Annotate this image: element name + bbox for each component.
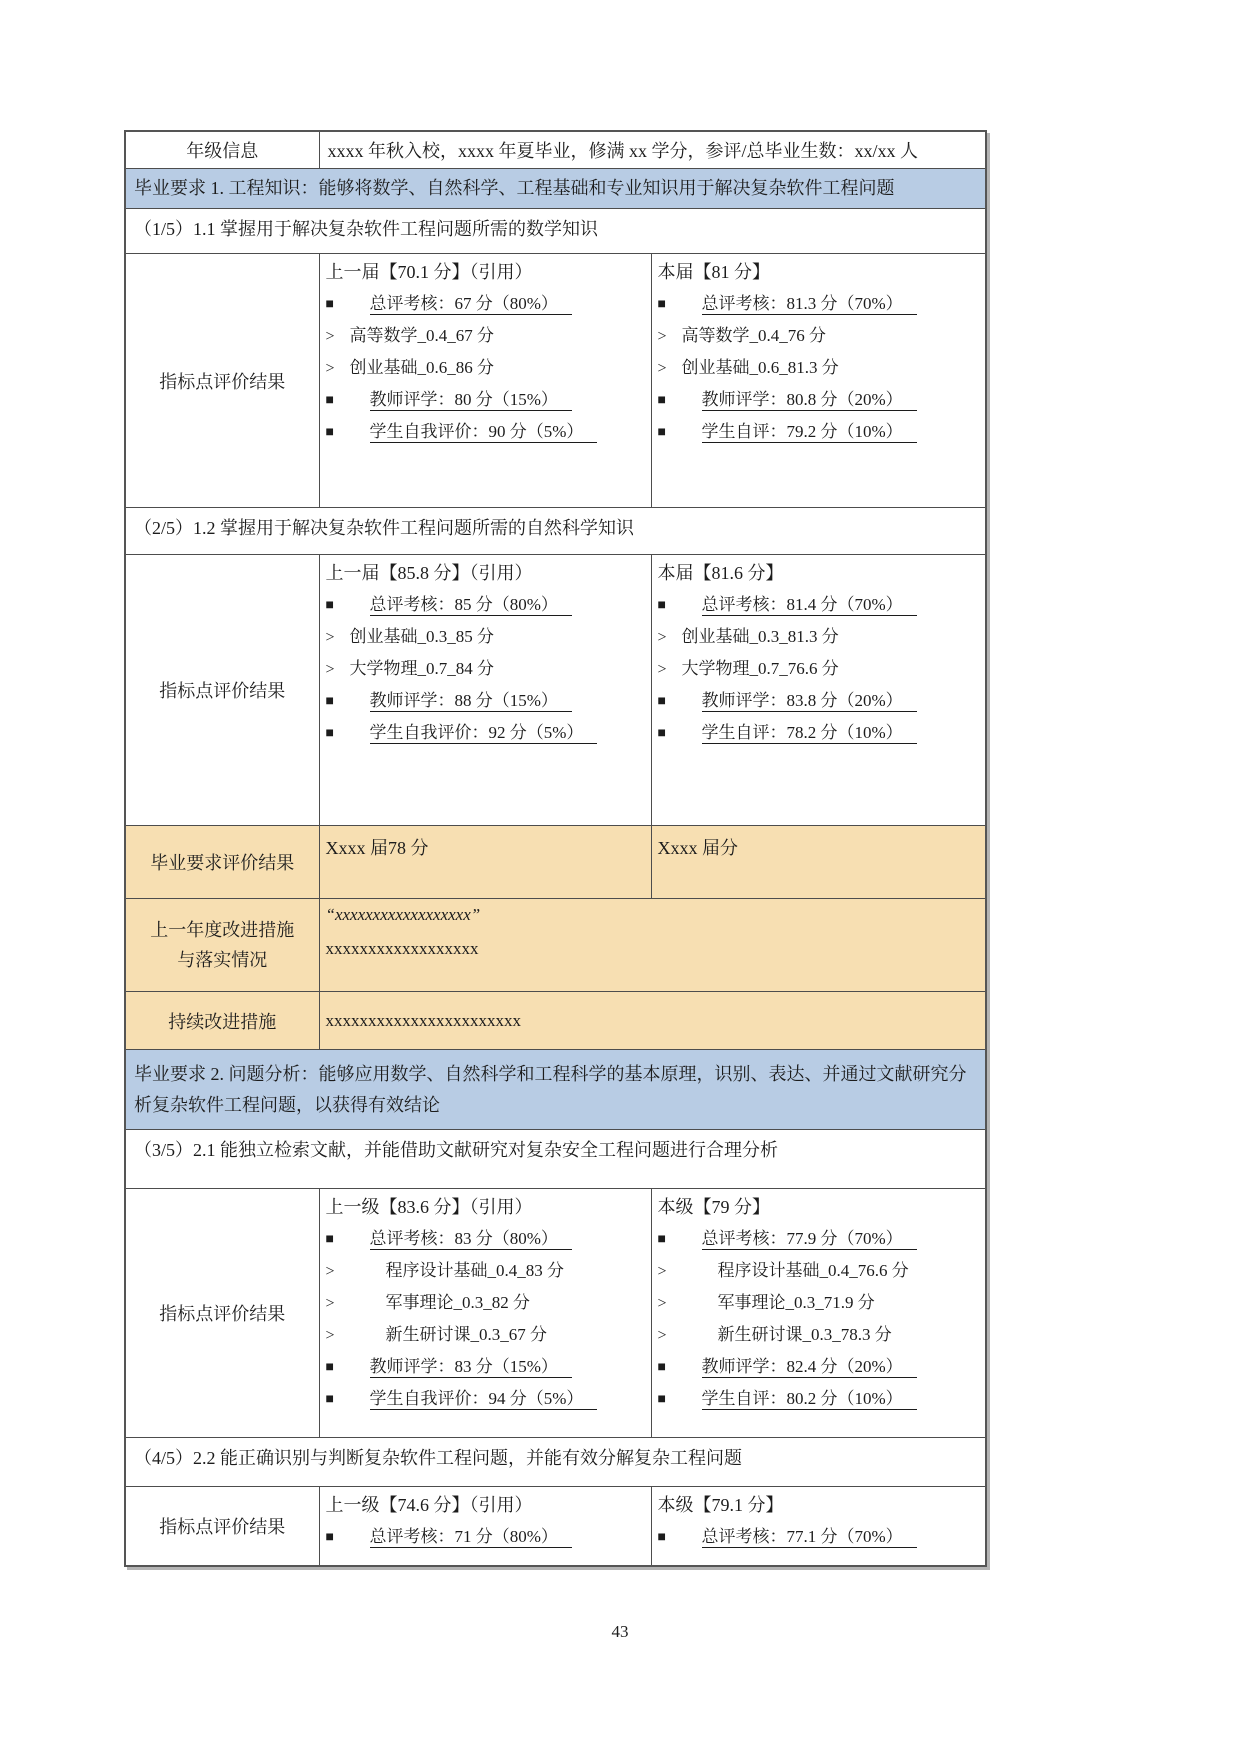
score-line-list [326, 589, 645, 749]
score-line-text: 总评考核：77.1 分（70%） [702, 1527, 917, 1548]
arrow-bullet-icon: > [657, 1295, 667, 1312]
square-bullet-icon: ■ [325, 1232, 334, 1247]
grade-info-value: xxxx 年秋入校，xxxx 年夏毕业，修满 xx 学分，参评/总毕业生数：xx/xx 人 [319, 131, 986, 169]
indicator-result-label: 指标点评价结果 [125, 1189, 319, 1438]
arrow-bullet-icon: > [657, 1327, 667, 1344]
score-line [658, 416, 980, 448]
arrow-bullet-icon: > [325, 1263, 335, 1280]
arrow-bullet-icon: > [657, 360, 667, 377]
score-line-text: 学生自评：80.2 分（10%） [702, 1389, 917, 1410]
score-line-text: 大学物理_0.7_84 分 [349, 659, 494, 678]
current-cohort-score-cell [651, 254, 986, 508]
graduation-summary-prev-value: Xxxx 届78 分 [319, 826, 651, 899]
score-line-text: 高等数学_0.4_76 分 [681, 326, 826, 345]
square-bullet-icon: ■ [325, 297, 334, 312]
score-line-list [658, 1521, 980, 1553]
score-line-text: 大学物理_0.7_76.6 分 [681, 659, 839, 678]
score-line-text: 创业基础_0.3_81.3 分 [681, 627, 839, 646]
score-line [326, 1383, 645, 1415]
score-line-text: 总评考核：71 分（80%） [370, 1527, 572, 1548]
square-bullet-icon: ■ [325, 1530, 334, 1545]
score-line-text: 教师评学：80.8 分（20%） [702, 390, 917, 411]
page-number: 43 [611, 1622, 629, 1641]
current-cohort-score-cell [651, 1189, 986, 1438]
score-line-text: 总评考核：81.4 分（70%） [702, 595, 917, 616]
requirement-1-header-row [125, 169, 986, 209]
prev-cohort-score-title: 上一届【85.8 分】（引用） [325, 563, 533, 583]
previous-improvement-row [125, 899, 986, 992]
square-bullet-icon: ■ [657, 393, 666, 408]
score-line-list [658, 288, 980, 448]
score-line [326, 589, 645, 621]
score-line [326, 621, 645, 653]
score-line [658, 288, 980, 320]
continuous-improvement-row [125, 992, 986, 1050]
previous-improvement-label-line1: 上一年度改进措施 [150, 920, 295, 940]
score-line [326, 1521, 645, 1553]
score-line [658, 717, 980, 749]
score-line-text: 创业基础_0.3_85 分 [349, 627, 494, 646]
graduation-summary-label: 毕业要求评价结果 [125, 826, 319, 899]
graduation-summary-row [125, 826, 986, 899]
score-line [326, 1319, 645, 1351]
indicator-result-label: 指标点评价结果 [125, 555, 319, 826]
square-bullet-icon: ■ [325, 1360, 334, 1375]
score-line [658, 621, 980, 653]
arrow-bullet-icon: > [325, 661, 335, 678]
score-line-text: 学生自评：79.2 分（10%） [702, 422, 917, 443]
prev-cohort-score-cell [319, 1189, 651, 1438]
arrow-bullet-icon: > [657, 661, 667, 678]
current-cohort-score-title: 本级【79 分】 [657, 1197, 770, 1217]
square-bullet-icon: ■ [657, 425, 666, 440]
arrow-bullet-icon: > [325, 1327, 335, 1344]
square-bullet-icon: ■ [657, 598, 666, 613]
score-line-text: 程序设计基础_0.4_76.6 分 [717, 1261, 909, 1280]
requirement-1-header-text: 毕业要求 1. 工程知识：能够将数学、自然科学、工程基础和专业知识用于解决复杂软件工程问题 [125, 169, 986, 209]
score-line [326, 1223, 645, 1255]
indicator-2-2-result-row [125, 1487, 986, 1567]
grade-info-label: 年级信息 [125, 131, 319, 169]
score-line [658, 384, 980, 416]
prev-cohort-score-title: 上一届【70.1 分】（引用） [325, 262, 533, 282]
arrow-bullet-icon: > [325, 328, 335, 345]
score-line [658, 653, 980, 685]
score-line-text: 教师评学：83 分（15%） [370, 1357, 572, 1378]
square-bullet-icon: ■ [325, 1392, 334, 1407]
score-line [658, 685, 980, 717]
score-line [326, 1351, 645, 1383]
score-line [658, 1223, 980, 1255]
score-line [326, 717, 645, 749]
arrow-bullet-icon: > [325, 629, 335, 646]
score-line [658, 352, 980, 384]
square-bullet-icon: ■ [657, 726, 666, 741]
arrow-bullet-icon: > [657, 1263, 667, 1280]
score-line-text: 程序设计基础_0.4_83 分 [385, 1261, 564, 1280]
score-line [658, 1255, 980, 1287]
score-line [326, 320, 645, 352]
previous-improvement-label [125, 899, 319, 992]
score-line [658, 589, 980, 621]
score-line [658, 1521, 980, 1553]
score-line-list [326, 288, 645, 448]
previous-improvement-text: xxxxxxxxxxxxxxxxxx [325, 939, 479, 958]
score-line [326, 685, 645, 717]
score-line-text: 学生自我评价：90 分（5%） [370, 422, 598, 443]
score-line-text: 总评考核：81.3 分（70%） [702, 294, 917, 315]
score-line-text: 总评考核：83 分（80%） [370, 1229, 572, 1250]
score-line [658, 1351, 980, 1383]
square-bullet-icon: ■ [325, 425, 334, 440]
score-line-text: 军事理论_0.3_71.9 分 [717, 1293, 875, 1312]
prev-cohort-score-cell [319, 555, 651, 826]
square-bullet-icon: ■ [325, 726, 334, 741]
score-line-list [658, 1223, 980, 1415]
current-cohort-score-cell [651, 555, 986, 826]
score-line-text: 军事理论_0.3_82 分 [385, 1293, 530, 1312]
indicator-1-2-text: （2/5）1.2 掌握用于解决复杂软件工程问题所需的自然科学知识 [125, 508, 986, 555]
prev-cohort-score-title: 上一级【74.6 分】（引用） [325, 1495, 533, 1515]
previous-improvement-quote: “xxxxxxxxxxxxxxxxxx” [325, 905, 481, 924]
score-line-text: 教师评学：88 分（15%） [370, 691, 572, 712]
requirement-2-header-row [125, 1050, 986, 1130]
arrow-bullet-icon: > [657, 328, 667, 345]
score-line [658, 1319, 980, 1351]
current-cohort-score-title: 本届【81.6 分】 [657, 563, 784, 583]
square-bullet-icon: ■ [325, 694, 334, 709]
score-line-text: 总评考核：77.9 分（70%） [702, 1229, 917, 1250]
square-bullet-icon: ■ [657, 1232, 666, 1247]
requirement-2-header-text: 毕业要求 2. 问题分析：能够应用数学、自然科学和工程科学的基本原理，识别、表达、并通过文献研究分析复杂软件工程问题，以获得有效结论 [125, 1050, 986, 1130]
indicator-2-2-row [125, 1438, 986, 1487]
square-bullet-icon: ■ [657, 1392, 666, 1407]
score-line-text: 总评考核：67 分（80%） [370, 294, 572, 315]
current-cohort-score-cell [651, 1487, 986, 1567]
score-line [658, 1383, 980, 1415]
score-line-text: 教师评学：82.4 分（20%） [702, 1357, 917, 1378]
score-line [658, 320, 980, 352]
score-line-text: 新生研讨课_0.3_78.3 分 [717, 1325, 892, 1344]
prev-cohort-score-cell [319, 254, 651, 508]
score-line [326, 416, 645, 448]
score-line [658, 1287, 980, 1319]
arrow-bullet-icon: > [657, 629, 667, 646]
indicator-2-2-text: （4/5）2.2 能正确识别与判断复杂软件工程问题，并能有效分解复杂工程问题 [125, 1438, 986, 1487]
score-line-text: 学生自我评价：94 分（5%） [370, 1389, 598, 1410]
indicator-2-1-result-row [125, 1189, 986, 1438]
indicator-1-1-text: （1/5）1.1 掌握用于解决复杂软件工程问题所需的数学知识 [125, 209, 986, 254]
indicator-1-2-row [125, 508, 986, 555]
evaluation-table [124, 130, 987, 1567]
score-line [326, 1255, 645, 1287]
score-line-text: 教师评学：80 分（15%） [370, 390, 572, 411]
indicator-1-2-result-row [125, 555, 986, 826]
score-line [326, 384, 645, 416]
score-line [326, 1287, 645, 1319]
prev-cohort-score-cell [319, 1487, 651, 1567]
score-line-text: 创业基础_0.6_86 分 [349, 358, 494, 377]
grade-info-row [125, 131, 986, 169]
square-bullet-icon: ■ [657, 1360, 666, 1375]
score-line-text: 总评考核：85 分（80%） [370, 595, 572, 616]
indicator-2-1-text: （3/5）2.1 能独立检索文献，并能借助文献研究对复杂安全工程问题进行合理分析 [125, 1130, 986, 1189]
score-line-list [326, 1223, 645, 1415]
square-bullet-icon: ■ [325, 598, 334, 613]
previous-improvement-label-line2: 与落实情况 [177, 950, 268, 970]
graduation-summary-current-value: Xxxx 届分 [651, 826, 986, 899]
indicator-result-label: 指标点评价结果 [125, 254, 319, 508]
square-bullet-icon: ■ [657, 297, 666, 312]
indicator-2-1-row [125, 1130, 986, 1189]
score-line [326, 653, 645, 685]
score-line-text: 学生自我评价：92 分（5%） [370, 723, 598, 744]
indicator-1-1-row [125, 209, 986, 254]
indicator-1-1-result-row [125, 254, 986, 508]
score-line-list [326, 1521, 645, 1553]
score-line-text: 学生自评：78.2 分（10%） [702, 723, 917, 744]
score-line-text: 教师评学：83.8 分（20%） [702, 691, 917, 712]
arrow-bullet-icon: > [325, 1295, 335, 1312]
square-bullet-icon: ■ [325, 393, 334, 408]
square-bullet-icon: ■ [657, 694, 666, 709]
prev-cohort-score-title: 上一级【83.6 分】（引用） [325, 1197, 533, 1217]
score-line [326, 288, 645, 320]
continuous-improvement-text: xxxxxxxxxxxxxxxxxxxxxxx [319, 992, 986, 1050]
square-bullet-icon: ■ [657, 1530, 666, 1545]
continuous-improvement-label: 持续改进措施 [125, 992, 319, 1050]
arrow-bullet-icon: > [325, 360, 335, 377]
current-cohort-score-title: 本级【79.1 分】 [657, 1495, 784, 1515]
score-line [326, 352, 645, 384]
indicator-result-label: 指标点评价结果 [125, 1487, 319, 1567]
score-line-text: 新生研讨课_0.3_67 分 [385, 1325, 547, 1344]
current-cohort-score-title: 本届【81 分】 [657, 262, 770, 282]
previous-improvement-content [319, 899, 986, 992]
score-line-text: 创业基础_0.6_81.3 分 [681, 358, 839, 377]
score-line-text: 高等数学_0.4_67 分 [349, 326, 494, 345]
score-line-list [658, 589, 980, 749]
